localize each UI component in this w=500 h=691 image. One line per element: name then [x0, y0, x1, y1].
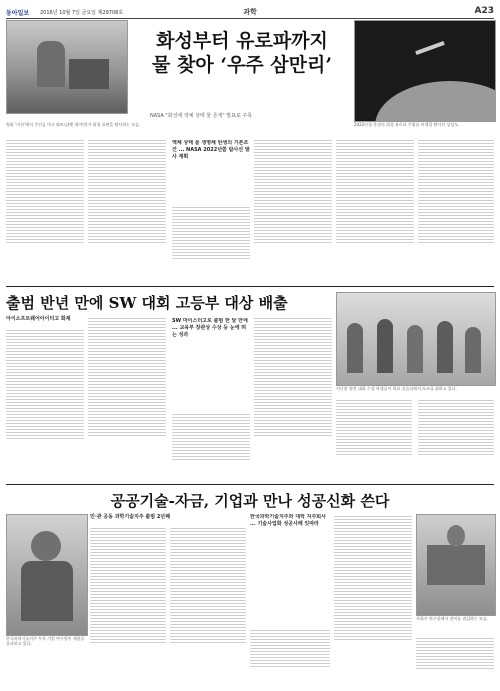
issue-date: 2016년 10월 7일 금요일 제29708호	[40, 10, 124, 16]
photo-mars-movie	[6, 20, 128, 114]
story3-body-col3	[250, 628, 330, 684]
story1-body-col3	[172, 205, 250, 278]
story1-body-col2	[88, 138, 166, 278]
story3-subhead: 민·관 공동 과학기술지주 출범 2년째	[90, 514, 170, 520]
photo-students	[336, 292, 496, 386]
divider-1	[6, 286, 494, 287]
story3-body-col1	[90, 526, 166, 684]
story2-body-col6	[418, 398, 494, 478]
photo-europa-spacecraft	[354, 20, 496, 122]
story3-caption-right: 자회사 연구실에서 장비를 점검하는 모습.	[416, 616, 489, 621]
story1-body-col5	[336, 138, 414, 278]
section-title: 과학	[243, 8, 257, 16]
story1-headline-line2: 물 찾아 ‘우주 삼만리’	[152, 54, 332, 76]
story3-headline: 공공기술-자금, 기업과 만나 성공신화 쓴다	[110, 492, 390, 510]
story2-body-col2	[88, 316, 166, 478]
story2-caption: 지난달 열린 대회 수상 학생들이 학교 실습실에서 포즈를 취하고 있다.	[336, 386, 457, 391]
story3-body-col5	[416, 636, 494, 684]
story2-headline: 출범 반년 만에 SW 대회 고등부 대상 배출	[6, 294, 288, 312]
story2-subhead: 아이소프트웨어아이티고 화제	[6, 316, 71, 322]
story1-body-col6	[418, 138, 494, 278]
story1-body-col1	[6, 138, 84, 278]
paper-logo: 동아일보	[6, 10, 30, 17]
photo-lab	[416, 514, 496, 616]
story2-body-col4	[254, 316, 332, 478]
story3-caption-left: 한국과학기술지주 투자 기업 연구원이 제품을 살펴보고 있다.	[6, 636, 85, 646]
story1-pull-quote: 액체 상태 물 생명체 탄생의 기본조건 ... NASA 2022년쯤 탐사선 발사 계획	[172, 140, 250, 160]
story3-body-col4	[334, 514, 412, 684]
story3-body-col2	[170, 526, 246, 684]
photo-researcher	[6, 514, 88, 636]
story1-caption-right: 2022년경 목성의 위성 유로파 주위를 비행할 탐사선 상상도.	[354, 122, 460, 127]
story1-kicker: NASA "화성에 액체 상태 물 존재" 발표로 주목	[150, 113, 253, 119]
story2-body-col5	[336, 398, 412, 478]
divider-2	[6, 484, 494, 485]
story2-body-col3	[172, 412, 250, 478]
story3-pull-quote: 한국과학기술지주와 대학 지주회사 ... 기술사업화 성공사례 잇따라	[250, 514, 326, 527]
page-number: A23	[474, 6, 494, 16]
story2-body-col1	[6, 328, 84, 478]
story1-caption-left: 영화 ‘마션’에서 주인공 마크 와트니(맷 데이먼)가 화성 표면을 탐사하는 모습.	[6, 122, 141, 127]
story1-body-col4	[254, 138, 332, 278]
story1-headline-line1: 화성부터 유로파까지	[156, 30, 328, 52]
story2-pull-quote: SW 마이스터고로 출범 한 달 만에 ... 교육부 장관상 수상 등 눈에 띄는 성과	[172, 318, 248, 338]
masthead	[6, 6, 494, 19]
